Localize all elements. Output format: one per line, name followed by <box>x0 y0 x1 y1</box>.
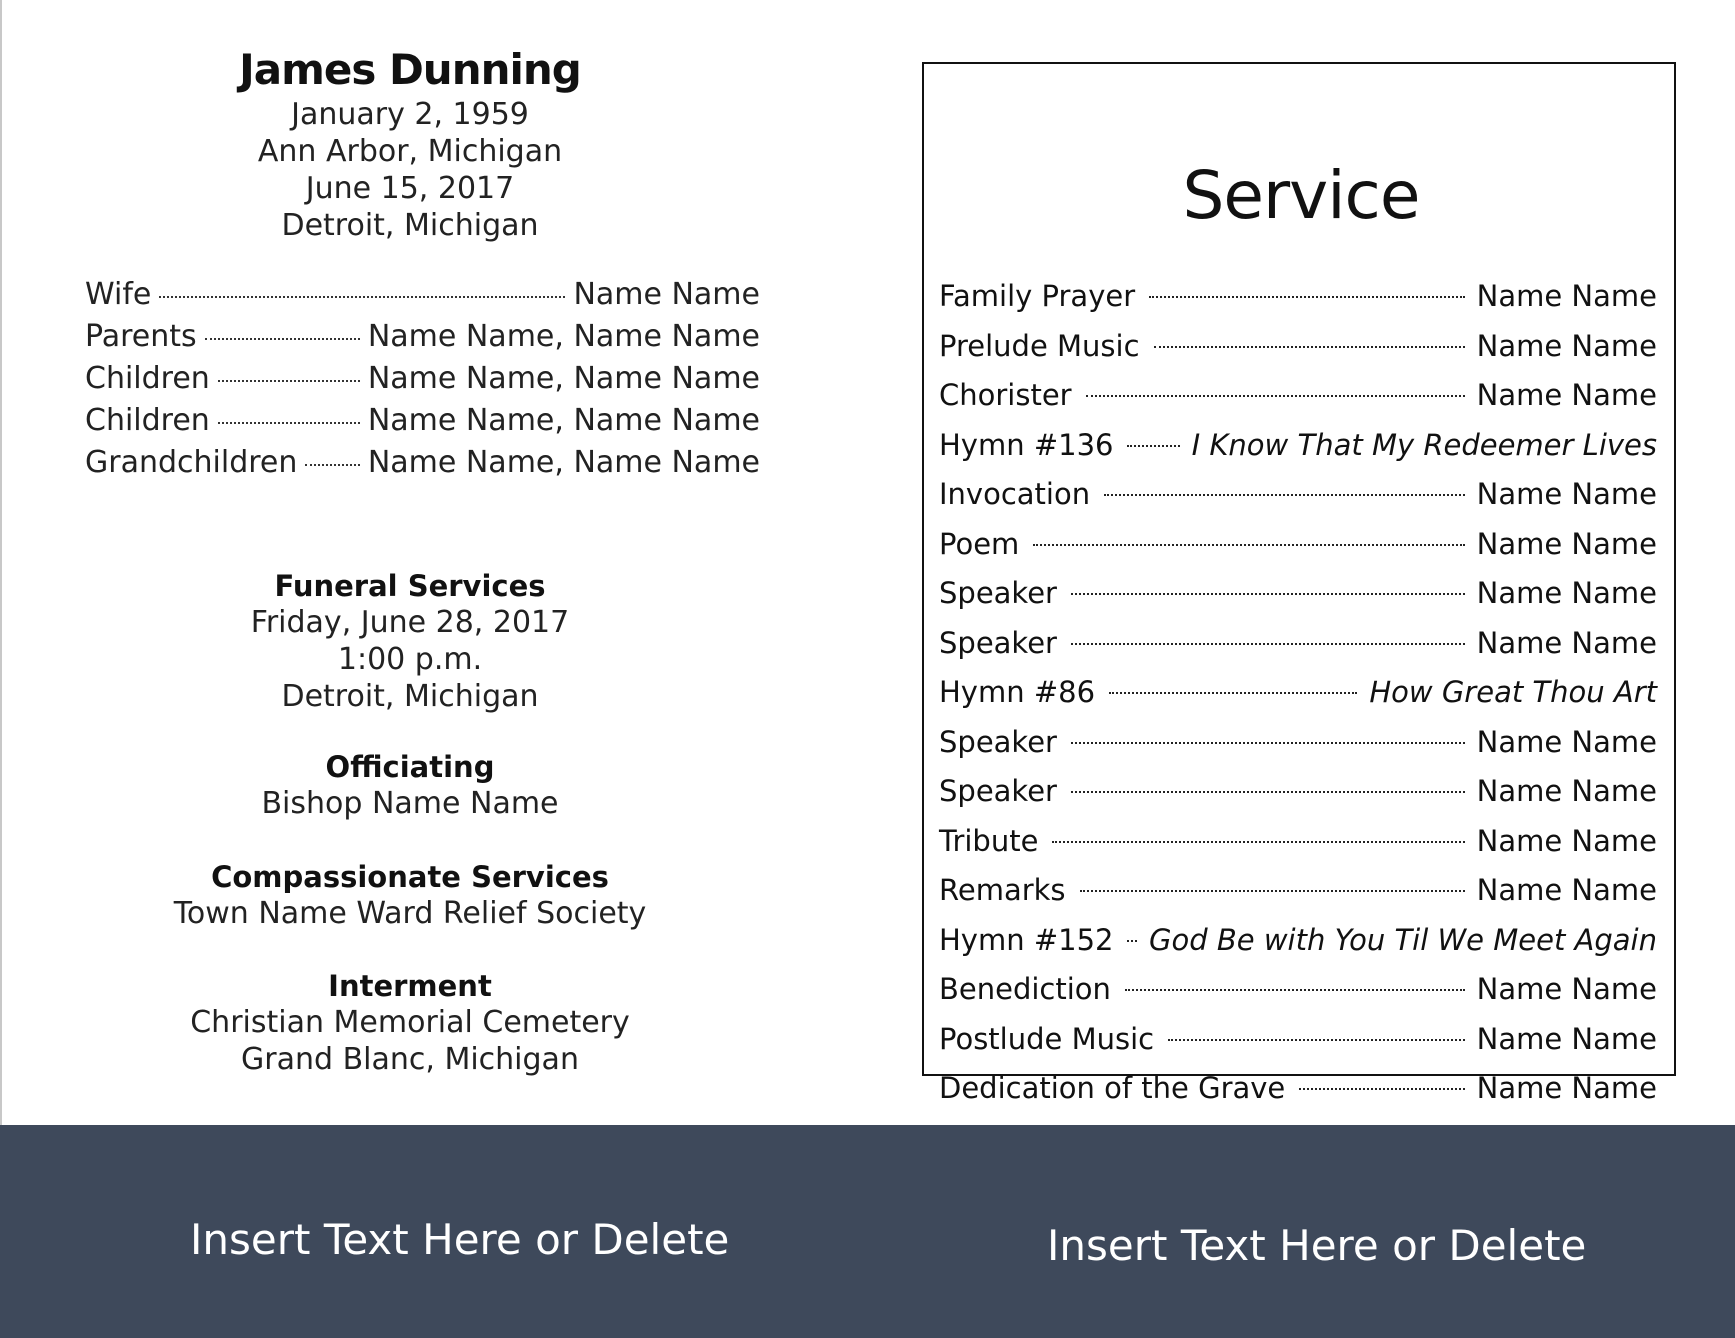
program-row <box>939 520 1657 570</box>
program-person: Name Name <box>1476 972 1657 1006</box>
compassionate-heading: Compassionate Services <box>211 860 609 894</box>
program-row <box>939 965 1657 1015</box>
dot-leader <box>1299 1088 1464 1090</box>
program-item: Speaker <box>939 576 1057 610</box>
family-relation: Children <box>85 361 210 396</box>
dot-leader <box>1052 841 1464 843</box>
dot-leader <box>1086 395 1465 397</box>
service-title: Service <box>1182 157 1420 234</box>
program-row <box>939 718 1657 768</box>
program-row <box>939 866 1657 916</box>
family-names: Name Name, Name Name <box>367 361 760 396</box>
death-place: Detroit, Michigan <box>281 208 539 243</box>
dot-leader <box>1149 296 1465 298</box>
dot-leader <box>1071 643 1465 645</box>
officiating-name: Bishop Name Name <box>261 786 559 821</box>
program-row <box>939 916 1657 966</box>
program-person: Name Name <box>1476 576 1657 610</box>
program-row <box>939 817 1657 867</box>
program-item: Hymn #152 <box>939 922 1114 957</box>
program-item: Chorister <box>939 378 1072 412</box>
dot-leader <box>1071 742 1465 744</box>
program-person: Name Name <box>1476 873 1657 907</box>
family-names: Name Name <box>573 277 760 312</box>
dot-leader <box>218 422 360 424</box>
birth-date: January 2, 1959 <box>291 97 529 132</box>
program-item: Hymn #136 <box>939 427 1114 462</box>
program-item: Speaker <box>939 724 1057 759</box>
program-person: Name Name <box>1476 1021 1657 1056</box>
program-item: Prelude Music <box>939 328 1140 363</box>
program-row <box>939 272 1657 322</box>
deceased-info <box>60 44 760 244</box>
program-row <box>939 470 1657 520</box>
program-item: Hymn #86 <box>939 675 1096 709</box>
program-item: Family Prayer <box>939 279 1136 313</box>
birth-place: Ann Arbor, Michigan <box>257 134 563 169</box>
program-item: Invocation <box>939 477 1091 511</box>
family-names: Name Name, Name Name <box>367 403 760 438</box>
family-row <box>60 400 760 442</box>
officiating-heading: Officiating <box>325 750 495 784</box>
left-panel <box>60 44 760 1078</box>
funeral-heading: Funeral Services <box>274 569 546 603</box>
hymn-title: I Know That My Redeemer Lives <box>1191 427 1657 462</box>
dot-leader <box>1033 544 1464 546</box>
family-relation: Grandchildren <box>85 445 298 480</box>
program-person: Name Name <box>1476 823 1657 858</box>
family-names: Name Name, Name Name <box>367 319 760 354</box>
dot-leader <box>159 296 565 298</box>
officiating-section <box>60 749 760 822</box>
dot-leader <box>1127 940 1137 942</box>
footer-right-text[interactable]: Insert Text Here or Delete <box>1047 1221 1587 1270</box>
dot-leader <box>1168 1039 1465 1041</box>
family-list <box>60 274 760 484</box>
family-relation: Parents <box>85 319 197 354</box>
dot-leader <box>1125 989 1465 991</box>
program-row <box>939 767 1657 817</box>
program-person: Name Name <box>1476 378 1657 412</box>
program-item: Speaker <box>939 774 1057 808</box>
dot-leader <box>1071 791 1465 793</box>
deceased-name: James Dunning <box>239 45 581 94</box>
program-row <box>939 421 1657 471</box>
family-relation: Wife <box>85 277 152 312</box>
funeral-date: Friday, June 28, 2017 <box>250 605 570 640</box>
program-list <box>939 272 1657 1114</box>
program-person: Name Name <box>1476 625 1657 660</box>
program-person: Name Name <box>1476 328 1657 363</box>
dot-leader <box>1154 346 1465 348</box>
funeral-time: 1:00 p.m. <box>337 642 483 677</box>
program-person: Name Name <box>1476 774 1657 808</box>
program-item: Speaker <box>939 625 1057 660</box>
program-item: Remarks <box>939 873 1066 907</box>
dot-leader <box>305 464 359 466</box>
dot-leader <box>1127 445 1179 447</box>
program-item: Postlude Music <box>939 1021 1155 1056</box>
compassionate-section <box>60 859 760 932</box>
program-row <box>939 371 1657 421</box>
interment-cemetery: Christian Memorial Cemetery <box>190 1005 630 1040</box>
program-item: Benediction <box>939 972 1111 1006</box>
dot-leader <box>1104 494 1465 496</box>
family-row <box>60 358 760 400</box>
program-row <box>939 322 1657 372</box>
hymn-title: How Great Thou Art <box>1369 675 1657 709</box>
service-program-box <box>922 62 1676 1105</box>
program-row <box>939 619 1657 669</box>
interment-place: Grand Blanc, Michigan <box>241 1042 579 1077</box>
hymn-title: God Be with You Til We Meet Again <box>1149 922 1657 957</box>
family-relation: Children <box>85 403 210 438</box>
program-person: Name Name <box>1476 279 1657 313</box>
program-row <box>939 668 1657 718</box>
interment-heading: Interment <box>328 969 492 1003</box>
dot-leader <box>1109 692 1357 694</box>
program-person: Name Name <box>1476 724 1657 759</box>
program-row <box>939 569 1657 619</box>
dot-leader <box>218 380 360 382</box>
program-person: Name Name <box>1476 1071 1657 1105</box>
dot-leader <box>1080 890 1465 892</box>
program-row <box>939 1015 1657 1065</box>
footer-left-text[interactable]: Insert Text Here or Delete <box>190 1215 730 1264</box>
family-names: Name Name, Name Name <box>367 445 760 480</box>
compassionate-name: Town Name Ward Relief Society <box>173 896 647 931</box>
program-item: Dedication of the Grave <box>939 1071 1286 1105</box>
family-row <box>60 442 760 484</box>
program-row <box>939 1064 1657 1114</box>
dot-leader <box>1071 593 1465 595</box>
program-item: Poem <box>939 526 1020 561</box>
dot-leader <box>205 338 360 340</box>
family-row <box>60 316 760 358</box>
interment-section <box>60 968 760 1078</box>
program-item: Tribute <box>939 823 1039 858</box>
footer-band <box>0 1125 1735 1338</box>
program-person: Name Name <box>1476 477 1657 511</box>
program-person: Name Name <box>1476 526 1657 561</box>
funeral-section <box>60 568 760 715</box>
death-date: June 15, 2017 <box>305 171 515 206</box>
family-row <box>60 274 760 316</box>
funeral-place: Detroit, Michigan <box>281 679 539 714</box>
